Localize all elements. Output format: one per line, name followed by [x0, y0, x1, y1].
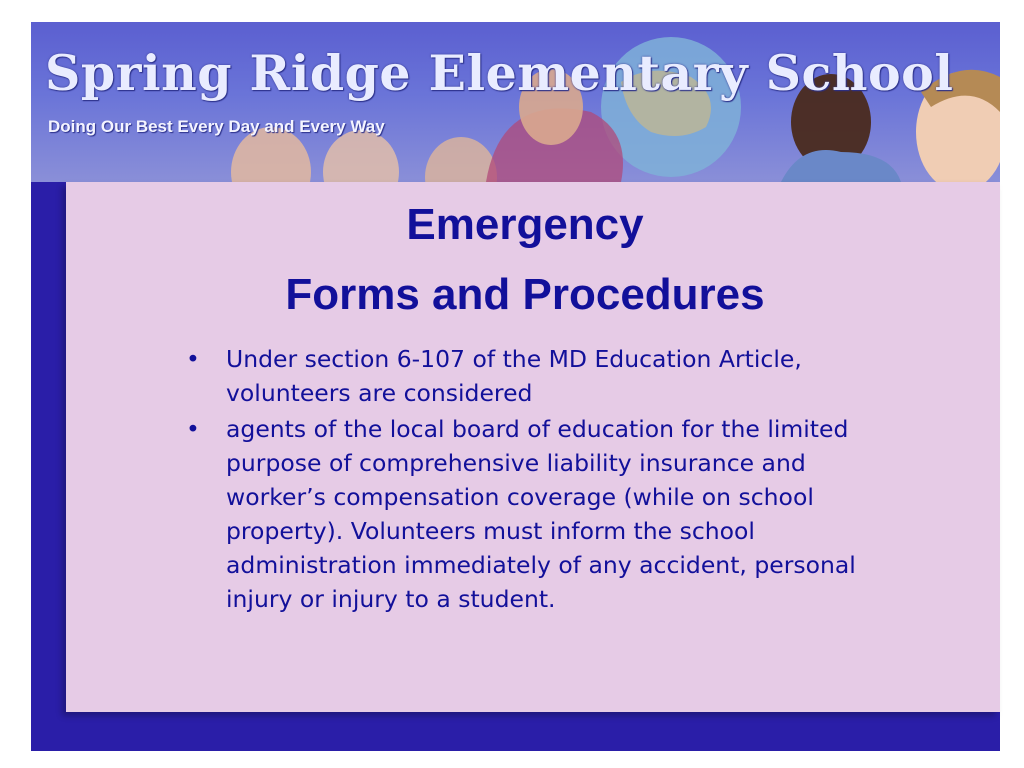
slide-title — [0, 190, 1024, 330]
bullet-text: agents of the local board of education for the limited purpose of comprehensive liability insurance and worker’s compensation coverage (while on school property). Volunteers must inform the school administration immediately of any accident, personal injury or injury to a student. — [226, 415, 856, 613]
bullet-item — [186, 342, 906, 410]
child-figure — [323, 130, 399, 182]
title-line-1: Emergency — [406, 200, 644, 249]
title-line-2: Forms and Procedures — [285, 270, 765, 319]
school-name: Spring Ridge Elementary School — [45, 44, 954, 102]
header-banner — [31, 22, 1000, 182]
bullet-text: Under section 6-107 of the MD Education Article, volunteers are considered — [226, 345, 802, 407]
bullet-list — [186, 342, 906, 618]
school-tagline: Doing Our Best Every Day and Every Way — [48, 117, 385, 136]
bullet-item — [186, 412, 906, 616]
child-figure — [425, 137, 497, 182]
bullet-icon: • — [186, 415, 200, 443]
bullet-icon: • — [186, 345, 200, 373]
